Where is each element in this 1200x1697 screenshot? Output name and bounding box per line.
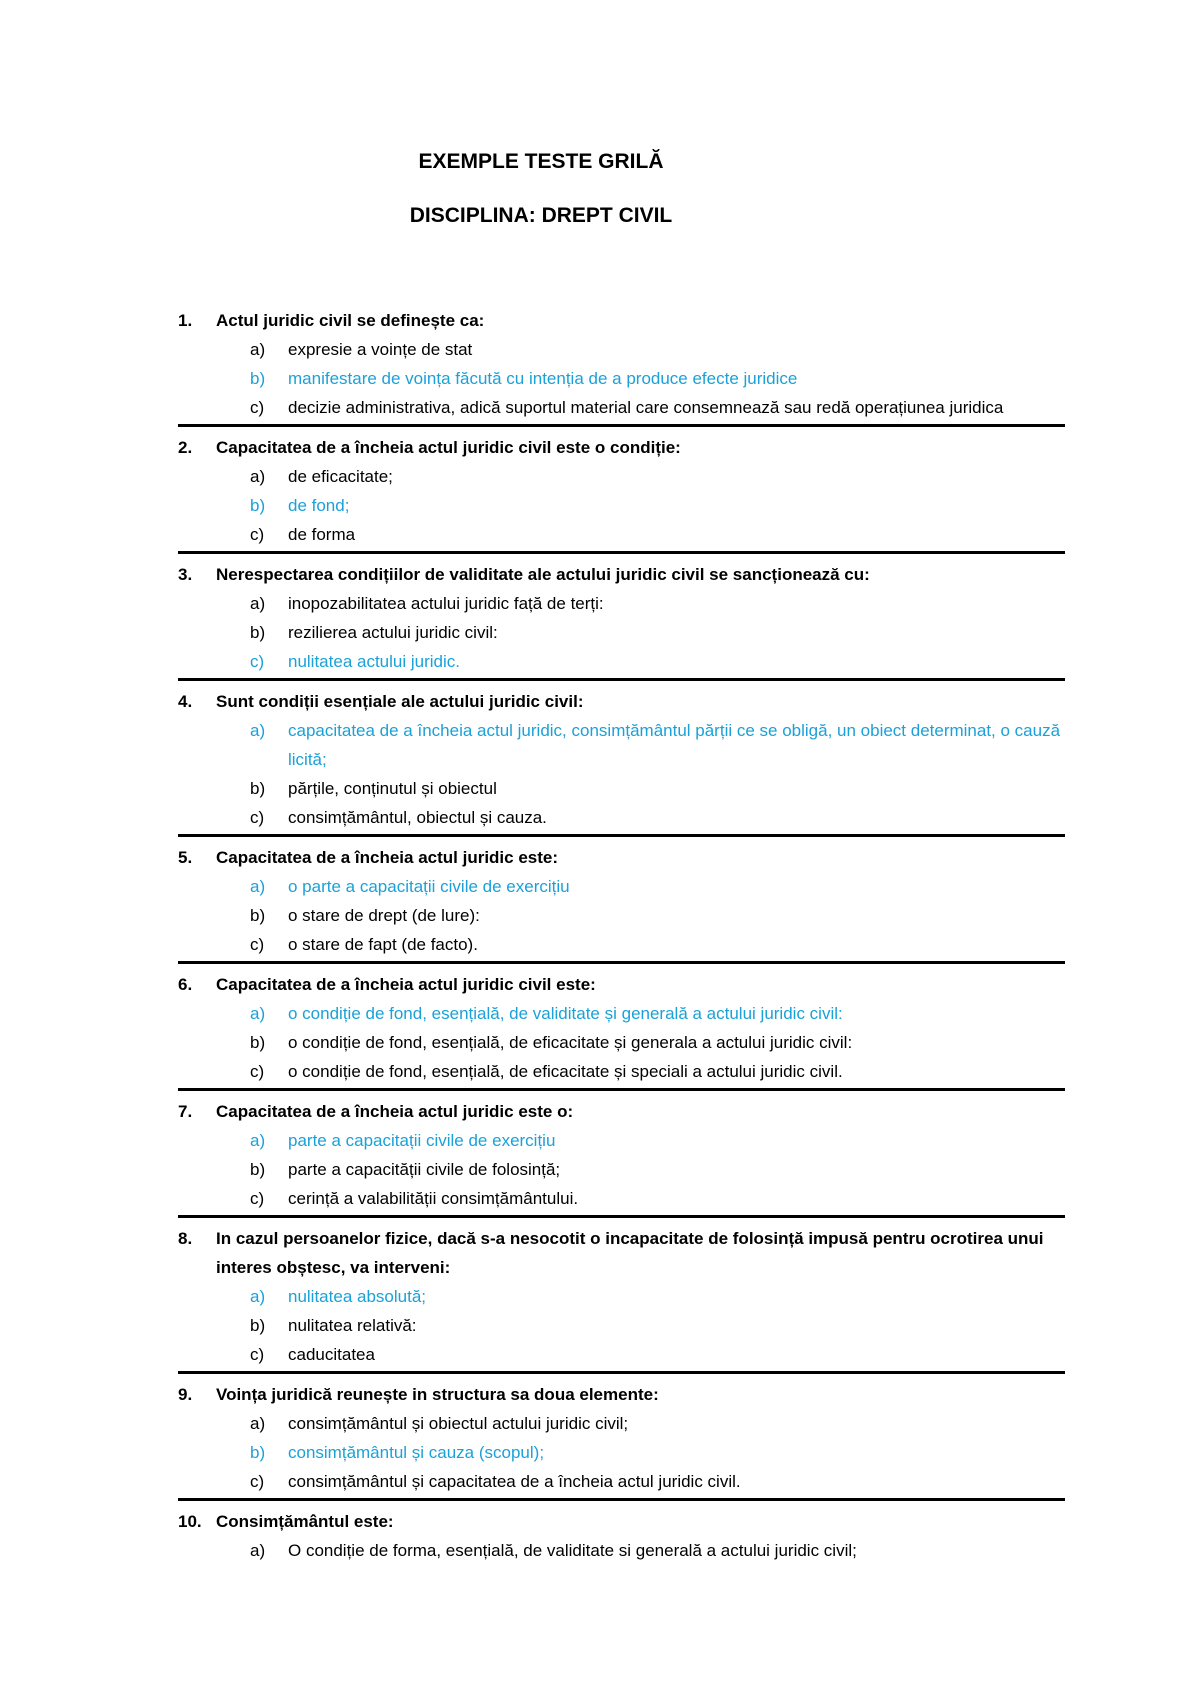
option-letter: a) [250, 1131, 266, 1150]
option-text: o condiție de fond, esențială, de eficacitate și speciali a actului juridic civil. [288, 1062, 843, 1081]
answer-option [250, 1155, 1065, 1184]
option-letter: c) [250, 1472, 265, 1491]
option-text: o condiție de fond, esențială, de eficacitate și generala a actului juridic civil: [288, 1033, 853, 1052]
answer-options [178, 999, 1065, 1086]
question-text: Voința juridică reunește in structura sa doua elemente: [216, 1385, 659, 1404]
option-letter: b) [250, 1443, 266, 1462]
question-number: 6. [178, 975, 193, 994]
option-text: nulitatea relativă: [288, 1316, 417, 1335]
question-item [178, 433, 1065, 554]
question-text: Capacitatea de a încheia actul juridic civil este o condiție: [216, 438, 681, 457]
answer-options [178, 462, 1065, 549]
answer-options [178, 1282, 1065, 1369]
option-letter: b) [250, 779, 266, 798]
answer-option-correct [250, 872, 1065, 901]
option-text: o stare de fapt (de facto). [288, 935, 478, 954]
question-item [178, 843, 1065, 964]
option-letter: c) [250, 525, 265, 544]
option-text: parte a capacitații civile de exercițiu [288, 1131, 556, 1150]
question-item [178, 970, 1065, 1091]
question-list [178, 306, 1065, 1573]
option-letter: a) [250, 721, 266, 740]
answer-option [250, 803, 1065, 832]
option-text: consimțământul și cauza (scopul); [288, 1443, 545, 1462]
question-line [178, 1224, 1065, 1282]
option-letter: a) [250, 1287, 266, 1306]
question-text: Actul juridic civil se definește ca: [216, 311, 485, 330]
question-line [178, 560, 1065, 589]
answer-option [250, 774, 1065, 803]
answer-option-correct [250, 364, 1065, 393]
option-text: cerință a valabilității consimțământului. [288, 1189, 579, 1208]
option-letter: c) [250, 1189, 265, 1208]
option-letter: b) [250, 1316, 266, 1335]
option-text: rezilierea actului juridic civil: [288, 623, 498, 642]
option-text: părțile, conținutul și obiectul [288, 779, 497, 798]
answer-option [250, 1184, 1065, 1213]
question-item [178, 1507, 1065, 1567]
question-text: Capacitatea de a încheia actul juridic este o: [216, 1102, 574, 1121]
question-number: 4. [178, 692, 193, 711]
answer-option-correct [250, 999, 1065, 1028]
question-number: 2. [178, 438, 193, 457]
option-letter: a) [250, 594, 266, 613]
option-letter: b) [250, 369, 266, 388]
option-letter: b) [250, 1160, 266, 1179]
answer-option-correct [250, 716, 1065, 774]
answer-options [178, 872, 1065, 959]
option-text: capacitatea de a încheia actul juridic, consimțământul părții ce se obligă, un obiect determinat, o cauză licită; [288, 721, 1061, 769]
answer-option-correct [250, 1126, 1065, 1155]
question-line [178, 306, 1065, 335]
question-text: Nerespectarea condițiilor de validitate ale actului juridic civil se sancționează cu: [216, 565, 870, 584]
document-title: EXEMPLE TESTE GRILĂ [418, 150, 664, 173]
option-letter: b) [250, 1033, 266, 1052]
answer-option-correct [250, 491, 1065, 520]
question-line [178, 970, 1065, 999]
answer-option [250, 1467, 1065, 1496]
question-text: Sunt condiții esențiale ale actului juridic civil: [216, 692, 584, 711]
option-letter: b) [250, 496, 266, 515]
option-text: o stare de drept (de lure): [288, 906, 480, 925]
answer-option-correct [250, 647, 1065, 676]
question-text: In cazul persoanelor fizice, dacă s-a nesocotit o incapacitate de folosință impusă pentru ocrotirea unui interes obștesc, va interveni: [216, 1229, 1044, 1277]
answer-option [250, 1057, 1065, 1086]
answer-options [178, 1126, 1065, 1213]
answer-option [250, 1536, 1065, 1565]
answer-option [250, 901, 1065, 930]
option-text: parte a capacității civile de folosință; [288, 1160, 561, 1179]
option-letter: a) [250, 1004, 266, 1023]
question-line [178, 1097, 1065, 1126]
option-text: manifestare de voința făcută cu intenția de a produce efecte juridice [288, 369, 798, 388]
question-number: 3. [178, 565, 193, 584]
answer-option [250, 393, 1065, 422]
answer-options [178, 1409, 1065, 1496]
answer-option [250, 1311, 1065, 1340]
answer-option [250, 1409, 1065, 1438]
answer-options [178, 589, 1065, 676]
option-text: nulitatea actului juridic. [288, 652, 460, 671]
question-text: Consimțământul este: [216, 1512, 394, 1531]
option-text: decizie administrativa, adică suportul material care consemnează sau redă operațiunea juridica [288, 398, 1004, 417]
option-text: consimțământul și obiectul actului juridic civil; [288, 1414, 629, 1433]
option-text: de eficacitate; [288, 467, 393, 486]
option-text: O condiție de forma, esențială, de validitate si generală a actului juridic civil; [288, 1541, 857, 1560]
option-letter: c) [250, 398, 265, 417]
option-letter: c) [250, 935, 265, 954]
option-text: o condiție de fond, esențială, de validitate și generală a actului juridic civil: [288, 1004, 843, 1023]
option-letter: b) [250, 623, 266, 642]
question-line [178, 1380, 1065, 1409]
option-text: consimțământul, obiectul și cauza. [288, 808, 547, 827]
answer-options [178, 335, 1065, 422]
option-letter: b) [250, 906, 266, 925]
answer-option-correct [250, 1438, 1065, 1467]
option-text: nulitatea absolută; [288, 1287, 426, 1306]
answer-option [250, 462, 1065, 491]
option-text: expresie a voințe de stat [288, 340, 473, 359]
question-number: 9. [178, 1385, 193, 1404]
question-text: Capacitatea de a încheia actul juridic civil este: [216, 975, 596, 994]
answer-options [178, 716, 1065, 832]
answer-option [250, 930, 1065, 959]
answer-option [250, 520, 1065, 549]
option-text: caducitatea [288, 1345, 375, 1364]
question-item [178, 1224, 1065, 1374]
option-letter: c) [250, 808, 265, 827]
question-number: 5. [178, 848, 193, 867]
question-number: 1. [178, 311, 193, 330]
option-letter: c) [250, 1345, 265, 1364]
question-line [178, 1507, 1065, 1536]
option-letter: a) [250, 1541, 266, 1560]
question-number: 8. [178, 1229, 193, 1248]
answer-option-correct [250, 1282, 1065, 1311]
answer-option [250, 589, 1065, 618]
option-text: de fond; [288, 496, 350, 515]
question-line [178, 687, 1065, 716]
question-number: 7. [178, 1102, 193, 1121]
question-line [178, 843, 1065, 872]
option-letter: a) [250, 1414, 266, 1433]
question-item [178, 1380, 1065, 1501]
option-letter: a) [250, 877, 266, 896]
question-item [178, 1097, 1065, 1218]
option-text: inopozabilitatea actului juridic față de terți: [288, 594, 604, 613]
question-text: Capacitatea de a încheia actul juridic este: [216, 848, 559, 867]
option-letter: a) [250, 467, 266, 486]
question-item [178, 560, 1065, 681]
option-letter: c) [250, 1062, 265, 1081]
answer-option [250, 335, 1065, 364]
answer-option [250, 618, 1065, 647]
option-text: consimțământul și capacitatea de a încheia actul juridic civil. [288, 1472, 741, 1491]
question-line [178, 433, 1065, 462]
answer-option [250, 1028, 1065, 1057]
answer-options [178, 1536, 1065, 1565]
document-subtitle: DISCIPLINA: DREPT CIVIL [409, 204, 673, 227]
option-text: de forma [288, 525, 356, 544]
question-item [178, 687, 1065, 837]
question-number: 10. [178, 1512, 202, 1531]
option-letter: a) [250, 340, 266, 359]
question-item [178, 306, 1065, 427]
option-text: o parte a capacitații civile de exercițiu [288, 877, 570, 896]
answer-option [250, 1340, 1065, 1369]
option-letter: c) [250, 652, 265, 671]
